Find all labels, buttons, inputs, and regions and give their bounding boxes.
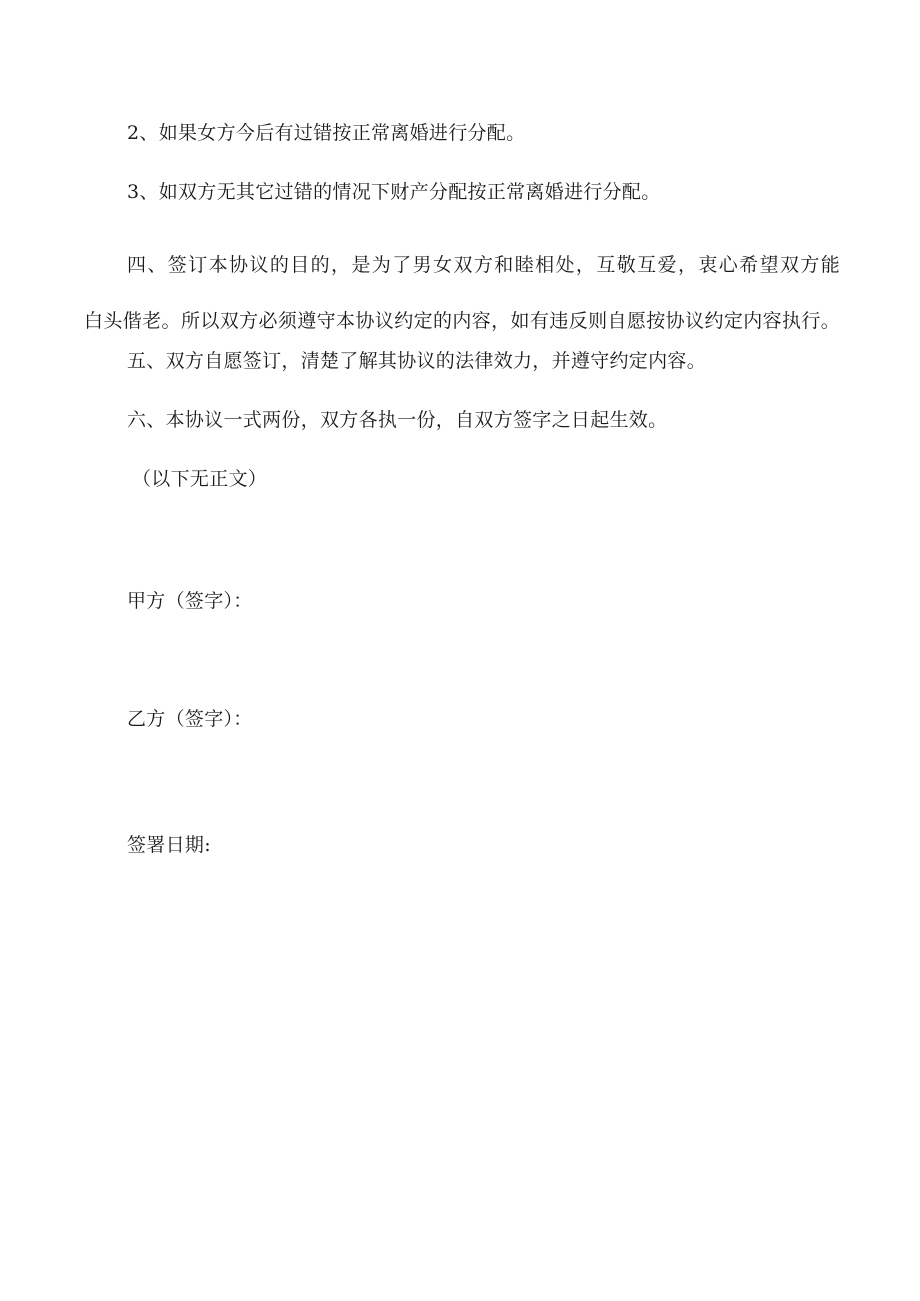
section-4-line-1: 四、签订本协议的目的，是为了男女双方和睦相处，互敬互爱，衷心希望双方能 bbox=[127, 254, 840, 276]
clause-3: 3、如双方无其它过错的情况下财产分配按正常离婚进行分配。 bbox=[127, 181, 661, 203]
clause-2: 2、如果女方今后有过错按正常离婚进行分配。 bbox=[127, 122, 526, 144]
section-4-paragraph bbox=[84, 237, 840, 349]
section-4-line-2: 白头偕老。所以双方必须遵守本协议约定的内容，如有违反则自愿按协议约定内容执行。 bbox=[84, 310, 840, 332]
section-6: 六、本协议一式两份，双方各执一份，自双方签字之日起生效。 bbox=[127, 409, 668, 431]
section-5: 五、双方自愿签订，清楚了解其协议的法律效力，并遵守约定内容。 bbox=[127, 350, 707, 372]
party-a-signature-label: 甲方（签字）： bbox=[127, 590, 253, 612]
signing-date-label: 签署日期: bbox=[127, 834, 211, 856]
end-of-text-note: （以下无正文） bbox=[132, 468, 268, 490]
party-b-signature-label: 乙方（签字）： bbox=[127, 708, 253, 730]
